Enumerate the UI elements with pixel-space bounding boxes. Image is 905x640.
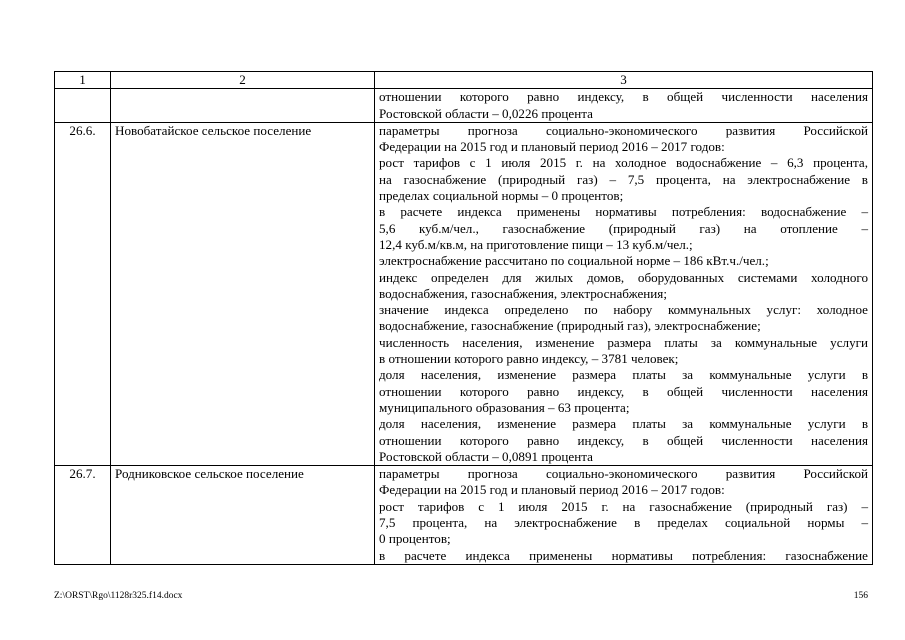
header-cell-col2: 2 — [111, 72, 375, 89]
parameters-line: значение индекса определено по набору коммунальных услуг: холодное — [379, 302, 868, 318]
parameters-line: параметры прогноза социально-экономического развития Российской — [379, 466, 868, 482]
parameters-line: пределах социальной нормы – 0 процентов; — [379, 188, 624, 204]
parameters-line: численность населения, изменение размера платы за коммунальные услуги — [379, 334, 868, 350]
parameters-line: Федерации на 2015 год и плановый период 2016 – 2017 годов: — [379, 139, 725, 155]
header-cell-col3: 3 — [375, 72, 873, 89]
parameters-line: муниципального образования – 63 процента; — [379, 399, 630, 415]
parameters-line: в расчете индекса применены нормативы потребления: водоснабжение – — [379, 204, 868, 220]
parameters-line: доля населения, изменение размера платы за коммунальные услуги в — [379, 367, 868, 383]
settlement-name-cell: Родниковское сельское поселение — [111, 466, 375, 565]
parameters-line: 7,5 процента, на электроснабжение в пределах социальной нормы – — [379, 515, 868, 531]
parameters-line: в расчете индекса применены нормативы потребления: газоснабжение — [379, 547, 868, 563]
parameters-line: электроснабжение рассчитано по социальной норме – 186 кВт.ч./чел.; — [379, 253, 769, 269]
footer-file-path: Z:\ORST\Rgo\1128r325.f14.docx — [54, 591, 183, 601]
parameters-line: Ростовской области – 0,0891 процента — [379, 448, 593, 464]
parameters-line: отношении которого равно индексу, в общей численности населения — [379, 89, 868, 105]
header-cell-col1: 1 — [55, 72, 111, 89]
parameters-line: водоснабжение, газоснабжение (природный газ), электроснабжение; — [379, 318, 761, 334]
parameters-line: отношении которого равно индексу, в общей численности населения — [379, 432, 868, 448]
parameters-line: в отношении которого равно индексу, – 3781 человек; — [379, 351, 679, 367]
parameters-line: доля населения, изменение размера платы за коммунальные услуги в — [379, 416, 868, 432]
table-row — [55, 466, 873, 565]
parameters-line: 12,4 куб.м/кв.м, на приготовление пищи – 13 куб.м/чел.; — [379, 236, 693, 252]
table-row — [55, 122, 873, 465]
row-number-cell — [55, 89, 111, 123]
parameters-line: индекс определен для жилых домов, оборудованных системами холодного — [379, 269, 868, 285]
table-row-continuation — [55, 89, 873, 123]
parameters-table — [54, 71, 873, 565]
parameters-line: водоснабжения, газоснабжения, электроснабжения; — [379, 285, 667, 301]
footer-page-number: 156 — [853, 591, 868, 601]
parameters-line: 5,6 куб.м/чел., газоснабжение (природный газ) на отопление – — [379, 220, 868, 236]
row-number-cell: 26.7. — [55, 466, 111, 565]
parameters-line: 0 процентов; — [379, 531, 451, 547]
parameters-line: Ростовской области – 0,0226 процента — [379, 105, 593, 121]
document-page — [54, 71, 872, 565]
parameters-line: параметры прогноза социально-экономического развития Российской — [379, 122, 868, 138]
parameters-line: рост тарифов с 1 июля 2015 г. на холодное водоснабжение – 6,3 процента, — [379, 155, 868, 171]
parameters-cell — [375, 122, 873, 465]
parameters-cell — [375, 466, 873, 565]
table-header-row — [55, 72, 873, 89]
parameters-line: Федерации на 2015 год и плановый период 2016 – 2017 годов: — [379, 482, 725, 498]
parameters-line: рост тарифов с 1 июля 2015 г. на газоснабжение (природный газ) – — [379, 498, 868, 514]
settlement-name-cell: Новобатайское сельское поселение — [111, 122, 375, 465]
settlement-name-cell — [111, 89, 375, 123]
parameters-line: на газоснабжение (природный газ) – 7,5 процента, на электроснабжение в — [379, 171, 868, 187]
parameters-cell — [375, 89, 873, 123]
row-number-cell: 26.6. — [55, 122, 111, 465]
parameters-line: отношении которого равно индексу, в общей численности населения — [379, 383, 868, 399]
